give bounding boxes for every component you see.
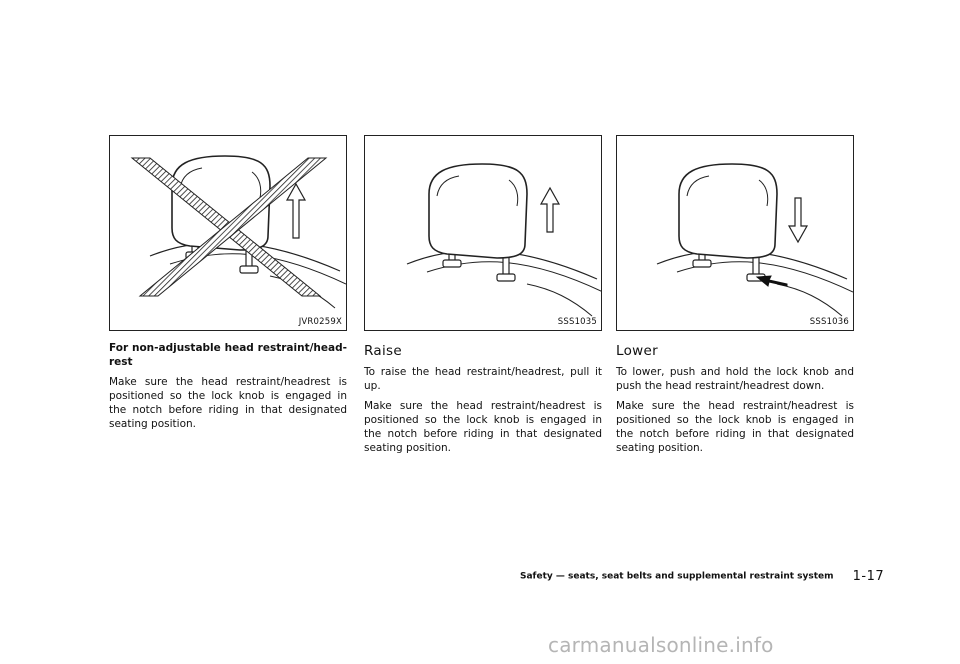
column-non-adjustable: [109, 135, 347, 431]
figure-code: SSS1035: [557, 317, 597, 327]
down-arrow-icon: [789, 198, 807, 242]
figure-code: JVR0259X: [298, 317, 342, 327]
paragraph: To raise the head restraint/headrest, pull it up.: [364, 366, 602, 392]
figure-lower-headrest: [616, 135, 854, 331]
headrest-raise-illustration: [365, 136, 601, 330]
figure-caption: For non-adjustable head restraint/head-rest: [109, 342, 347, 368]
up-arrow-icon: [287, 184, 305, 238]
headrest-crossed-illustration: [110, 136, 346, 330]
figure-code: SSS1036: [809, 317, 849, 327]
figure-raise-headrest: [364, 135, 602, 331]
page-footer: [520, 566, 885, 585]
footer-section-title: Safety — seats, seat belts and supplemental restraint system: [520, 571, 834, 582]
headrest-lower-illustration: [617, 136, 853, 330]
up-arrow-icon: [541, 188, 559, 232]
paragraph: Make sure the head restraint/headrest is positioned so the lock knob is engaged in the notch before riding in that designated seating position.: [109, 376, 347, 430]
push-arrow-icon: [757, 276, 787, 286]
paragraph: To lower, push and hold the lock knob and push the head restraint/headrest down.: [616, 366, 854, 392]
figure-non-adjustable-headrest: [109, 135, 347, 331]
paragraph: Make sure the head restraint/headrest is positioned so the lock knob is engaged in the notch before riding in that designated seating position.: [616, 400, 854, 454]
section-heading-lower: Lower: [616, 343, 658, 359]
section-heading-raise: Raise: [364, 343, 402, 359]
page-number: 1-17: [852, 569, 885, 584]
column-lower: [616, 135, 854, 455]
paragraph: Make sure the head restraint/headrest is positioned so the lock knob is engaged in the notch before riding in that designated seating position.: [364, 400, 602, 454]
watermark: carmanualsonline.info: [548, 633, 774, 657]
column-raise: [364, 135, 602, 455]
